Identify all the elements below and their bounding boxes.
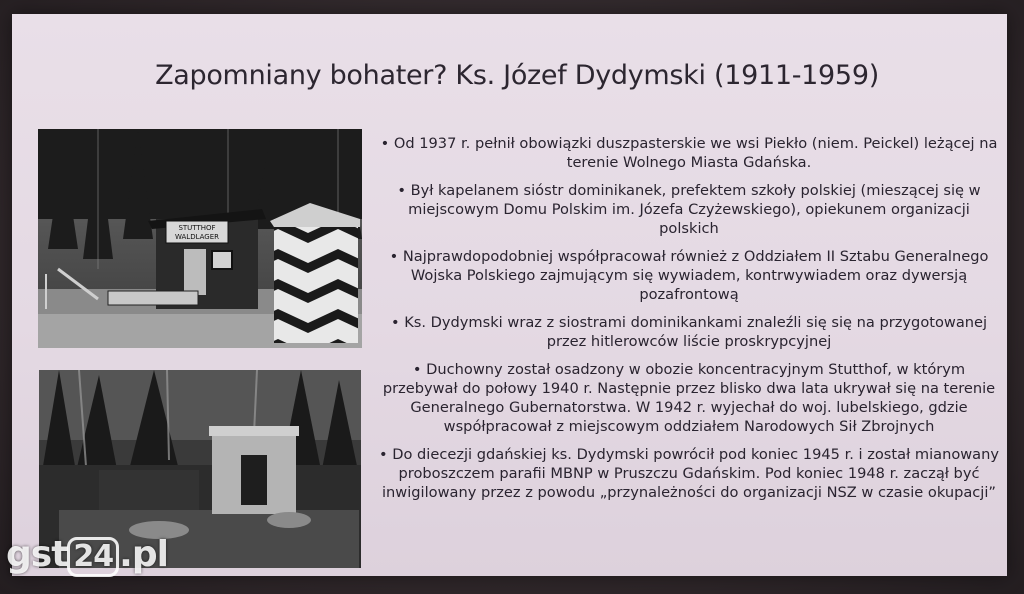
list-item — [370, 360, 1008, 436]
watermark-text-after: .pl — [119, 534, 168, 575]
bullet-text: • Duchowny został osadzony w obozie koncentracyjnym Stutthof, w którym przebywał do połowy 1940 r. Następnie przez blisko dwa lata ukrywał się na terenie Generalnego Gubernatorstwa. W 1942 r. wyjechał do woj. lubelskiego, gdzie współpracował z miejscowym oddziałem Narodowych Sił Zbrojnych — [383, 361, 995, 435]
presentation-slide — [12, 14, 1007, 576]
list-item — [370, 247, 1008, 304]
bullet-text: • Ks. Dydymski wraz z siostrami dominikankami znaleźli się się na przygotowanej przez hitlerowców liście proskrypcyjnej — [391, 314, 987, 350]
photo-stutthof-waldlager-hut — [38, 129, 362, 348]
list-item — [370, 313, 1008, 351]
bullet-list — [370, 134, 1008, 511]
photo-top-drawing — [38, 129, 362, 348]
sign-line-1: STUTTHOF — [178, 224, 216, 232]
bullet-text: • Najprawdopodobniej współpracował również z Oddziałem II Sztabu Generalnego Wojska Polskiego zajmującym się wywiadem, kontrwywiadem oraz dywersją pozafrontową — [390, 248, 989, 303]
slide-title: Zapomniany bohater? Ks. Józef Dydymski (1911-1959) — [155, 60, 879, 91]
watermark-badge: 24 — [67, 537, 119, 577]
sign-line-2: WALDLAGER — [174, 233, 220, 241]
list-item — [370, 134, 1008, 172]
bullet-text: • Do diecezji gdańskiej ks. Dydymski powrócił pod koniec 1945 r. i został mianowany proboszczem parafii MBNP w Pruszczu Gdańskim. Pod koniec 1948 r. zaczął być inwigilowany przez z powodu „przynależności do organizacji NSZ w czasie okupacji” — [379, 446, 999, 501]
bullet-text: • Był kapelanem sióstr dominikanek, prefektem szkoły polskiej (mieszącej się w miejscowym Domu Polskim im. Józefa Czyżewskiego), opiekunem organizacji polskich — [397, 182, 980, 237]
list-item — [370, 445, 1008, 502]
bullet-text: • Od 1937 r. pełnił obowiązki duszpasterskie we wsi Piekło (niem. Peickel) leżącej na terenie Wolnego Miasta Gdańska. — [381, 135, 998, 171]
gst24-watermark-logo — [6, 534, 168, 578]
list-item — [370, 181, 1008, 238]
watermark-text-before: gst — [6, 534, 68, 575]
